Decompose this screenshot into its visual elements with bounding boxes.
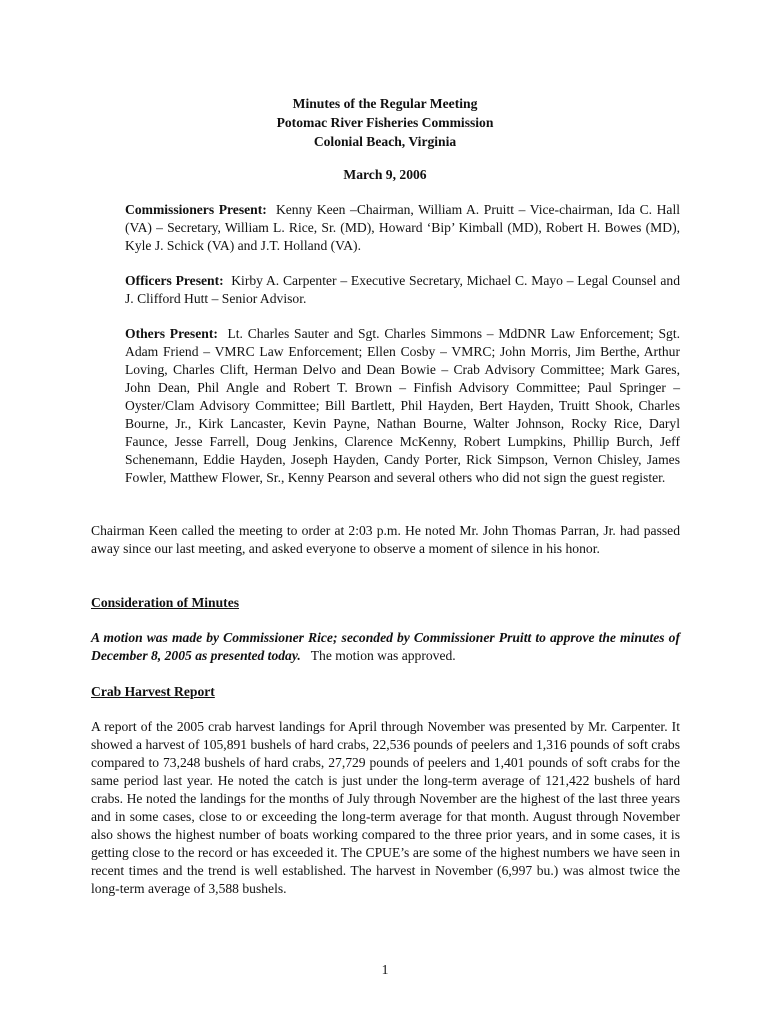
others-present	[125, 325, 680, 487]
officers-present	[125, 272, 680, 308]
commissioners-label: Commissioners Present:	[125, 202, 267, 217]
meeting-date: March 9, 2006	[343, 167, 427, 182]
crab-harvest-text: A report of the 2005 crab harvest landings for April through November was presented by Mr. Carpenter. It showed a harvest of 105,891 bushels of hard crabs, 22,536 pounds of peelers and 1,316 pounds of soft crabs compared to 73,248 bushels of hard crabs, 27,729 pounds of peelers and 1,401 pounds of soft crabs for the same period last year. He noted the catch is just under the long-term average of 121,422 bushels of hard crabs. He noted the landings for the months of July through November are the highest of the last three years and in some cases, close to or exceeding the long-term average for that month. August through November also shows the highest number of boats working compared to the three prior years, and in some cases, it is getting close to the record or has exceeded it. The CPUE’s are some of the highest numbers we have seen in recent times and the trend is well established. The harvest in November (6,997 bu.) was almost twice the long-term average of 3,588 bushels.	[91, 719, 680, 896]
motion-result: The motion was approved.	[310, 648, 456, 663]
minutes-heading: Consideration of Minutes	[91, 595, 240, 610]
title-line-2: Potomac River Fisheries Commission	[276, 115, 494, 130]
others-text: Lt. Charles Sauter and Sgt. Charles Simmons – MdDNR Law Enforcement; Sgt. Adam Friend – VMRC Law Enforcement; Ellen Cosby – VMRC; John Morris, Jim Berthe, Arthur Loving, Charles Clift, Herman Delvo and Dean Bowie – Crab Advisory Committee; Mark Gares, John Dean, Phil Angle and Robert T. Brown – Finfish Advisory Committee; Paul Springer – Oyster/Clam Advisory Committee; Bill Bartlett, Phil Hayden, Bert Hayden, Truitt Shook, Charles Bourne, Jr., Kirk Lancaster, Kevin Payne, Nathan Bourne, Walter Johnson, Rocky Rice, Daryl Faunce, Jesse Farrell, Doug Jenkins, Clarence McKenny, Robert Lumpkins, Phillip Burch, Jeff Schenemann, Eddie Hayden, Joseph Hayden, Candy Porter, Rick Simpson, Vernon Chisley, James Fowler, Matthew Flower, Sr., Kenny Pearson and several others who did not sign the guest register.	[125, 326, 681, 485]
commissioners-text: Kenny Keen –Chairman, William A. Pruitt – Vice-chairman, Ida C. Hall (VA) – Secretary, William L. Rice, Sr. (MD), Howard ‘Bip’ Kimball (MD), Robert H. Bowes (MD), Kyle J. Schick (VA) and J.T. Holland (VA).	[125, 202, 681, 253]
others-label: Others Present:	[125, 326, 218, 341]
officers-text: Kirby A. Carpenter – Executive Secretary, Michael C. Mayo – Legal Counsel and J. Clifford Hutt – Senior Advisor.	[125, 273, 680, 306]
title-line-1: Minutes of the Regular Meeting	[292, 96, 478, 111]
motion-text: A motion was made by Commissioner Rice; seconded by Commissioner Pruitt to approve the minutes of December 8, 2005 as presented today.	[91, 630, 680, 663]
crab-harvest-heading: Crab Harvest Report	[91, 684, 215, 699]
minutes-motion	[91, 629, 680, 665]
title-line-3: Colonial Beach, Virginia	[313, 134, 457, 149]
call-to-order: Chairman Keen called the meeting to order at 2:03 p.m. He noted Mr. John Thomas Parran, Jr. had passed away since our last meeting, and asked everyone to observe a moment of silence in his honor.	[91, 523, 680, 556]
commissioners-present	[125, 201, 680, 255]
officers-label: Officers Present:	[125, 273, 224, 288]
document-title	[0, 94, 770, 151]
page-number: 1	[381, 962, 389, 977]
